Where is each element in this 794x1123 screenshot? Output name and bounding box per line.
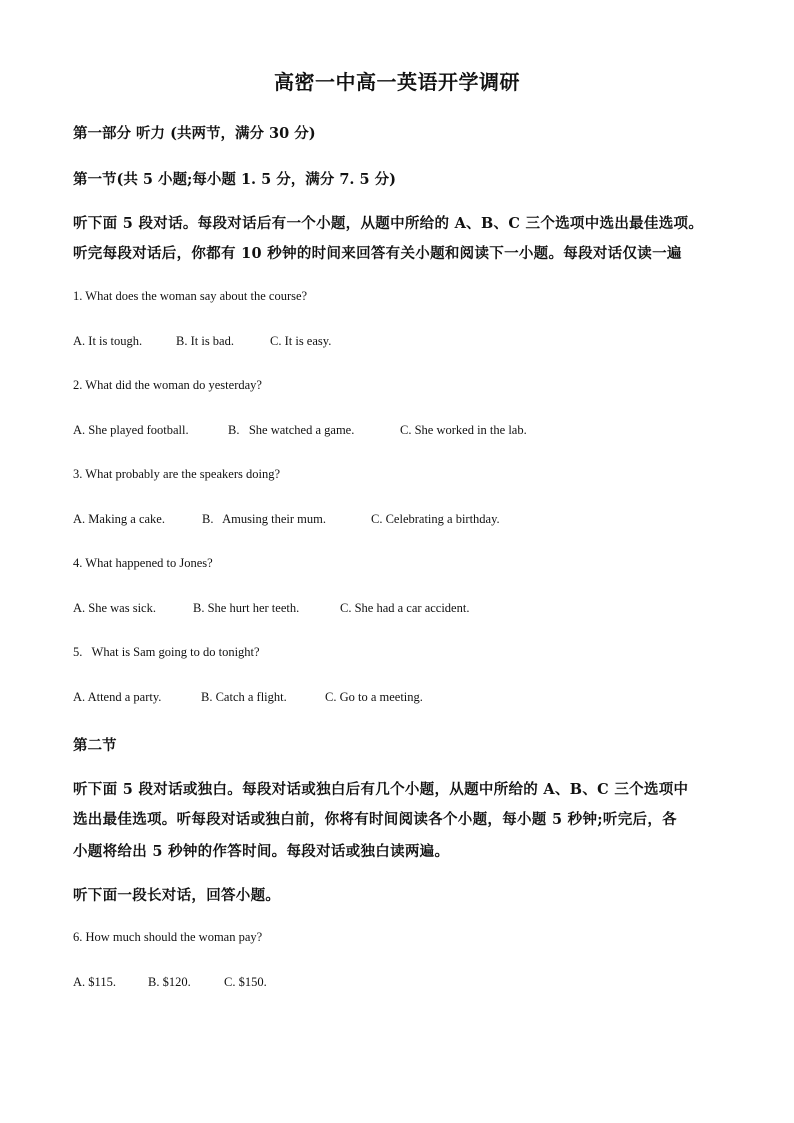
section1-instructions-line2: 听完每段对话后，你都有 10 秒钟的时间来回答有关小题和阅读下一小题。每段对话仅读一遍: [73, 245, 682, 262]
question-3-option-a: A. Making a cake.: [73, 512, 165, 526]
question-2-option-b: B. She watched a game.: [228, 423, 355, 437]
question-5-option-c: C. Go to a meeting.: [325, 690, 423, 704]
question-2-option-a: A. She played football.: [73, 423, 189, 437]
question-3-option-b: B. Amusing their mum.: [202, 512, 326, 526]
part1-heading: 第一部分 听力 (共两节，满分 30 分): [73, 125, 316, 142]
section2-instructions-line2: 选出最佳选项。听每段对话或独白前，你将有时间阅读各个小题，每小题 5 秒钟;听完后，各: [73, 811, 677, 828]
page-title: 高密一中高一英语开学调研: [274, 70, 520, 94]
section2-instructions-line3: 小题将给出 5 秒钟的作答时间。每段对话或独白读两遍。: [73, 843, 450, 860]
question-1-option-b: B. It is bad.: [176, 334, 234, 348]
section1-heading: 第一节(共 5 小题;每小题 1. 5 分，满分 7. 5 分): [73, 171, 396, 188]
section2-heading: 第二节: [73, 737, 117, 754]
question-1: 1. What does the woman say about the course?: [73, 289, 308, 303]
question-1-option-a: A. It is tough.: [73, 334, 143, 348]
question-2-option-c: C. She worked in the lab.: [400, 423, 527, 437]
question-3: 3. What probably are the speakers doing?: [73, 467, 280, 481]
question-5: 5. What is Sam going to do tonight?: [73, 645, 260, 659]
section1-instructions-line1: 听下面 5 段对话。每段对话后有一个小题，从题中所给的 A、B、C 三个选项中选出最佳选项。: [73, 215, 704, 232]
question-6-option-a: A. $115.: [73, 975, 116, 989]
question-4-option-a: A. She was sick.: [73, 601, 156, 615]
section2-instructions-line1: 听下面 5 段对话或独白。每段对话或独白后有几个小题，从题中所给的 A、B、C 三个选项中: [73, 781, 689, 798]
question-5-option-a: A. Attend a party.: [73, 690, 162, 704]
question-4-option-c: C. She had a car accident.: [340, 601, 470, 615]
question-6-option-b: B. $120.: [148, 975, 191, 989]
question-4: 4. What happened to Jones?: [73, 556, 213, 570]
question-2: 2. What did the woman do yesterday?: [73, 378, 262, 392]
question-5-option-b: B. Catch a flight.: [201, 690, 287, 704]
question-6-option-c: C. $150.: [224, 975, 267, 989]
question-1-option-c: C. It is easy.: [270, 334, 332, 348]
question-3-option-c: C. Celebrating a birthday.: [371, 512, 500, 526]
question-6: 6. How much should the woman pay?: [73, 930, 263, 944]
question-4-option-b: B. She hurt her teeth.: [193, 601, 300, 615]
long-dialog-note: 听下面一段长对话，回答小题。: [73, 887, 281, 904]
